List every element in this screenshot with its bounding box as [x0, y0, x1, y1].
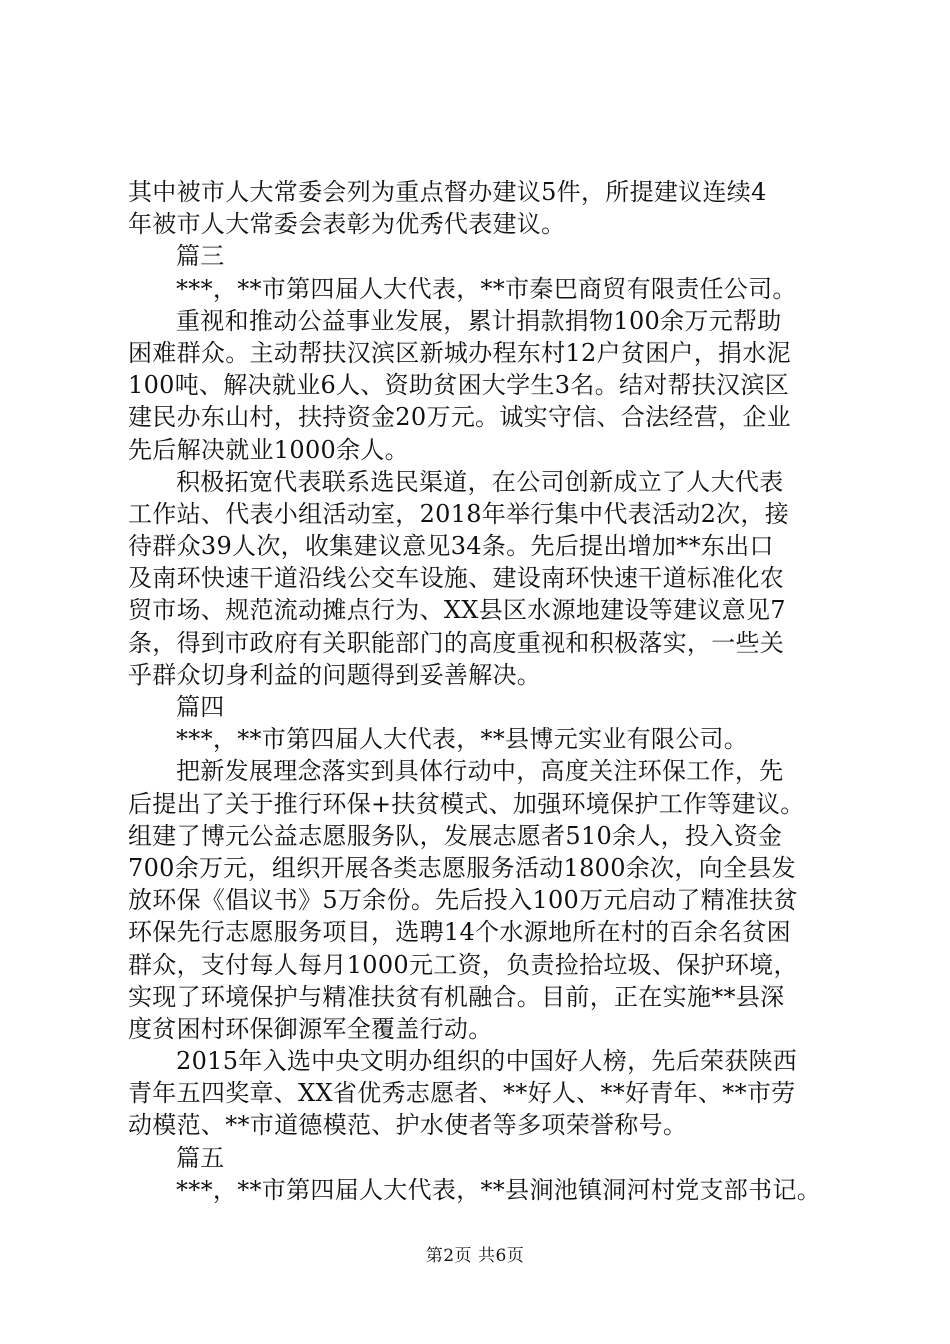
text-line: 群众，支付每人每月1000元工资，负责捡拾垃圾、保护环境， [128, 950, 798, 979]
text-line: 实现了环境保护与精准扶贫有机融合。目前，正在实施**县深 [128, 982, 785, 1011]
text-line: 待群众39人次，收集建议意见34条。先后提出增加**东出口 [128, 532, 774, 561]
text-line: ***，**市第四届人大代表，**县博元实业有限公司。 [176, 725, 749, 754]
section-heading: 篇五 [176, 1143, 225, 1172]
text-line: 及南环快速干道沿线公交车设施、建设南环快速干道标准化农 [128, 564, 785, 593]
text-line: 把新发展理念落实到具体行动中，高度关注环保工作，先 [176, 757, 784, 786]
text-line: 放环保《倡议书》5万余份。先后投入100万元启动了精准扶贫 [128, 886, 798, 915]
text-line: 重视和推动公益事业发展，累计捐款捐物100余万元帮助 [176, 306, 782, 335]
text-line: 积极拓宽代表联系选民渠道，在公司创新成立了人大代表 [176, 467, 784, 496]
text-line: 动模范、**市道德模范、护水使者等多项荣誉称号。 [128, 1111, 688, 1140]
text-line: ***，**市第四届人大代表，**市秦巴商贸有限责任公司。 [176, 274, 797, 303]
text-line: 建民办东山村，扶持资金20万元。诚实守信、合法经营，企业 [128, 403, 791, 432]
text-line: 700余万元，组织开展各类志愿服务活动1800余次，向全县发 [128, 853, 796, 882]
text-line: 条，得到市政府有关职能部门的高度重视和积极落实，一些关 [128, 628, 785, 657]
text-line: 先后解决就业1000余人。 [128, 435, 409, 464]
document-body [128, 176, 848, 1206]
text-line: 年被市人大常委会表彰为优秀代表建议。 [128, 210, 566, 239]
text-line: 后提出了关于推行环保+扶贫模式、加强环境保护工作等建议。 [128, 789, 805, 818]
text-line: 2015年入选中央文明办组织的中国好人榜，先后荣获陕西 [176, 1047, 798, 1076]
section-heading: 篇四 [176, 693, 225, 721]
text-line: 乎群众切身利益的问题得到妥善解决。 [128, 660, 542, 689]
page-number: 第2页 共6页 [425, 1246, 525, 1266]
section-heading: 篇三 [176, 242, 225, 271]
text-line: 困难群众。主动帮扶汉滨区新城办程东村12户贫困户，捐水泥 [128, 338, 791, 367]
text-line: 组建了博元公益志愿服务队，发展志愿者510余人，投入资金 [128, 821, 783, 850]
text-line: 其中被市人大常委会列为重点督办建议5件，所提建议连续4 [128, 178, 767, 206]
text-line: ***，**市第四届人大代表，**县涧池镇洞河村党支部书记。 [176, 1175, 821, 1204]
text-line: 贸市场、规范流动摊点行为、XX县区水源地建设等建议意见7 [128, 596, 786, 625]
text-line: 100吨、解决就业6人、资助贫困大学生3名。结对帮扶汉滨区 [128, 371, 790, 400]
text-line: 工作站、代表小组活动室，2018年举行集中代表活动2次，接 [128, 499, 790, 528]
text-line: 青年五四奖章、XX省优秀志愿者、**好人、**好青年、**市劳 [128, 1079, 796, 1108]
text-line: 环保先行志愿服务项目，选聘14个水源地所在村的百余名贫困 [128, 918, 791, 947]
text-line: 度贫困村环保御源军全覆盖行动。 [128, 1014, 493, 1043]
